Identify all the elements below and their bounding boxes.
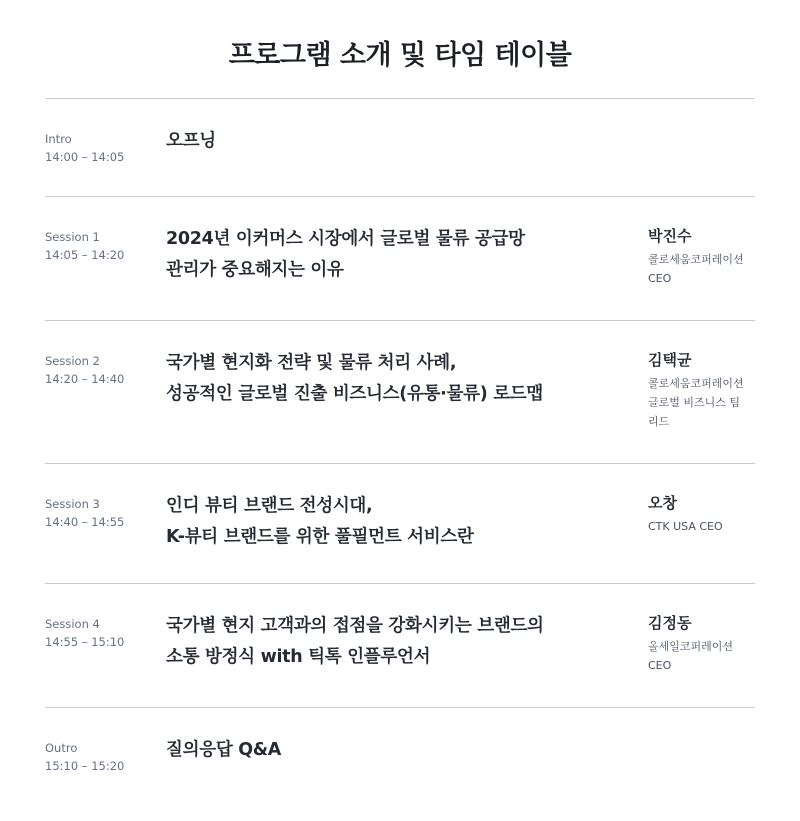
session-title bbox=[166, 126, 621, 157]
divider bbox=[45, 320, 755, 321]
speaker-name: 김택균 bbox=[648, 351, 692, 369]
session-title-line: K-뷰티 브랜드를 위한 풀필먼트 서비스란 bbox=[166, 527, 474, 547]
session-title bbox=[166, 735, 621, 766]
page-title: 프로그램 소개 및 타임 테이블 bbox=[228, 40, 572, 71]
speaker-role: CEO bbox=[648, 659, 672, 672]
divider bbox=[45, 463, 755, 464]
session-label: Session 2 bbox=[45, 354, 100, 368]
session-time: 14:20 – 14:40 bbox=[45, 372, 125, 386]
session-label: Session 3 bbox=[45, 497, 100, 511]
speaker-role: 콜로세움코퍼레이션 bbox=[648, 377, 744, 390]
session-title-line: 2024년 이커머스 시장에서 글로벌 물류 공급망 bbox=[166, 229, 525, 249]
session-title-line: 질의응답 Q&A bbox=[166, 740, 281, 760]
session-title-line: 국가별 현지화 전략 및 물류 처리 사례, bbox=[166, 353, 457, 373]
speaker-name: 박진수 bbox=[648, 227, 692, 245]
divider bbox=[45, 98, 755, 99]
session-title bbox=[166, 611, 621, 673]
session-title-line: 관리가 중요해지는 이유 bbox=[166, 260, 344, 280]
speaker-role: 올세일코퍼레이션 bbox=[648, 640, 734, 653]
divider bbox=[45, 196, 755, 197]
session-title-line: 국가별 현지 고객과의 접점을 강화시키는 브랜드의 bbox=[166, 616, 544, 636]
speaker-role: CTK USA CEO bbox=[648, 520, 723, 533]
session-time: 14:05 – 14:20 bbox=[45, 248, 125, 262]
session-title bbox=[166, 224, 621, 286]
session-time: 15:10 – 15:20 bbox=[45, 759, 125, 773]
session-title-line: 인디 뷰티 브랜드 전성시대, bbox=[166, 496, 373, 516]
session-time: 14:00 – 14:05 bbox=[45, 150, 125, 164]
session-label: Outro bbox=[45, 741, 78, 755]
session-label: Session 4 bbox=[45, 617, 100, 631]
speaker bbox=[648, 492, 778, 536]
session-title-line: 성공적인 글로벌 진출 비즈니스(유통·물류) 로드맵 bbox=[166, 384, 544, 404]
speaker-role: 리드 bbox=[648, 415, 670, 428]
speaker bbox=[648, 612, 778, 675]
session-title bbox=[166, 348, 621, 410]
divider bbox=[45, 583, 755, 584]
speaker bbox=[648, 225, 778, 288]
speaker-name: 김정동 bbox=[648, 614, 692, 632]
speaker-role: CEO bbox=[648, 272, 672, 285]
session-time: 14:55 – 15:10 bbox=[45, 635, 125, 649]
speaker-role: 글로벌 비즈니스 팀 bbox=[648, 396, 741, 409]
speaker bbox=[648, 349, 778, 431]
divider bbox=[45, 707, 755, 708]
speaker-name: 오창 bbox=[648, 494, 677, 512]
session-label: Intro bbox=[45, 132, 72, 146]
session-title-line: 오프닝 bbox=[166, 131, 216, 151]
session-time: 14:40 – 14:55 bbox=[45, 515, 125, 529]
speaker-role: 콜로세움코퍼레이션 bbox=[648, 253, 744, 266]
session-label: Session 1 bbox=[45, 230, 100, 244]
session-title-line: 소통 방정식 with 틱톡 인플루언서 bbox=[166, 647, 431, 667]
session-title bbox=[166, 491, 621, 553]
